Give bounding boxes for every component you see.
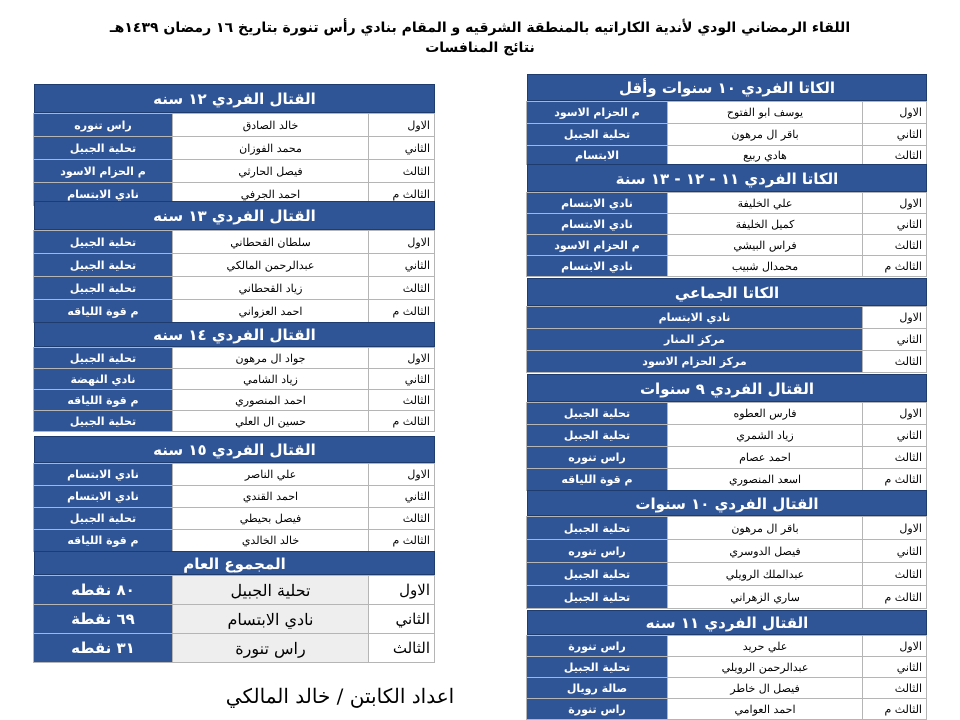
club-cell: م قوة اللياقه	[527, 469, 668, 491]
overall-standings-section	[34, 551, 435, 663]
name-cell: فارس العطوه	[668, 403, 863, 425]
rank-cell: الثاني	[863, 540, 927, 563]
rank-cell: الثاني	[369, 137, 435, 160]
rank-cell: الثاني	[863, 214, 927, 235]
results-table	[526, 635, 927, 720]
table-row	[34, 605, 435, 634]
rank-cell: الاول	[863, 193, 927, 214]
name-cell: احمد العزواني	[173, 300, 369, 323]
results-table	[526, 516, 927, 609]
table-row	[527, 469, 927, 491]
name-cell: عبدالرحمن المالكي	[173, 254, 369, 277]
rank-cell: الاول	[369, 464, 435, 486]
name-cell: خالد الصادق	[173, 114, 369, 137]
club-cell: تحلية الجبيل	[34, 137, 173, 160]
rank-cell: الثالث	[863, 235, 927, 256]
rank-cell: الثالث	[369, 277, 435, 300]
rank-cell: الاول	[863, 517, 927, 540]
rank-cell: الثالث	[369, 634, 435, 663]
club-cell: تحلية الجبيل	[34, 508, 173, 530]
section-header: القتال الفردي ١٢ سنه	[34, 84, 435, 113]
club-cell: تحلية الجبيل	[527, 517, 668, 540]
name-cell: زياد الشمري	[668, 425, 863, 447]
club-cell: م قوة اللياقه	[34, 300, 173, 323]
table-row	[34, 486, 435, 508]
name-cell: ساري الزهراني	[668, 586, 863, 609]
club-cell: نادي الابتسام	[527, 193, 668, 214]
rank-cell: الاول	[369, 348, 435, 369]
name-cell: احمد المنصوري	[173, 390, 369, 411]
name-cell: احمد عصام	[668, 447, 863, 469]
rank-cell: الثالث م	[369, 411, 435, 432]
table-row	[34, 576, 435, 605]
rank-cell: الاول	[369, 114, 435, 137]
rank-cell: الثالث	[863, 146, 927, 165]
name-cell: باقر ال مرهون	[668, 124, 863, 146]
name-cell: احمد العوامي	[668, 699, 863, 720]
name-cell: فيصل ال خاطر	[668, 678, 863, 699]
kumite-14-section	[34, 322, 435, 432]
club-cell: م الحزام الاسود	[34, 160, 173, 183]
rank-cell: الثالث م	[369, 530, 435, 552]
prepared-by-credit: اعداد الكابتن / خالد المالكي	[225, 684, 455, 708]
club-cell: نادي الابتسام	[34, 486, 173, 508]
table-row	[527, 657, 927, 678]
club-cell: مركز المنار	[527, 329, 863, 351]
table-row	[34, 114, 435, 137]
section-header: القتال الفردي ١٣ سنه	[34, 201, 435, 230]
section-header: القتال الفردي ١٥ سنه	[34, 436, 435, 463]
results-table	[33, 463, 435, 552]
rank-cell: الثالث	[369, 160, 435, 183]
club-cell: نادي الابتسام	[527, 307, 863, 329]
table-row	[34, 160, 435, 183]
name-cell: حسين ال العلي	[173, 411, 369, 432]
table-row	[527, 235, 927, 256]
rank-cell: الثالث م	[863, 469, 927, 491]
kumite-10-section	[527, 490, 927, 609]
rank-cell: الثالث	[369, 390, 435, 411]
name-cell: سلطان القحطاني	[173, 231, 369, 254]
table-row	[527, 307, 927, 329]
table-row	[34, 369, 435, 390]
club-cell: مركز الحزام الاسود	[527, 351, 863, 373]
rank-cell: الثالث	[863, 351, 927, 373]
club-cell: راس تنوره	[34, 114, 173, 137]
table-row	[527, 256, 927, 277]
club-cell: تحلية الجبيل	[527, 124, 668, 146]
table-row	[34, 411, 435, 432]
table-row	[527, 586, 927, 609]
club-cell: راس تنورة	[527, 636, 668, 657]
name-cell: اسعد المنصوري	[668, 469, 863, 491]
club-cell: راس تنورة	[527, 699, 668, 720]
section-header: الكاتا الفردي ١١ - ١٢ - ١٣ سنة	[527, 164, 927, 192]
results-table	[526, 402, 927, 491]
table-row	[34, 300, 435, 323]
table-row	[34, 348, 435, 369]
results-table	[33, 347, 435, 432]
section-header: القتال الفردي ١١ سنه	[527, 610, 927, 635]
table-row	[34, 464, 435, 486]
table-row	[527, 403, 927, 425]
kumite-11-section	[527, 610, 927, 720]
rank-cell: الاول	[863, 403, 927, 425]
rank-cell: الثالث	[863, 678, 927, 699]
club-cell: تحلية الجبيل	[527, 425, 668, 447]
rank-cell: الثالث م	[369, 300, 435, 323]
club-cell: تحلية الجبيل	[34, 254, 173, 277]
results-table	[33, 113, 435, 206]
table-row	[527, 678, 927, 699]
kata-10-and-under-section	[527, 74, 927, 165]
kumite-12-section	[34, 84, 435, 206]
points-cell: ٣١ نقطه	[34, 634, 173, 663]
name-cell: محمد الفوزان	[173, 137, 369, 160]
kata-11-13-section	[527, 164, 927, 277]
table-row	[527, 636, 927, 657]
table-row	[527, 102, 927, 124]
table-row	[34, 390, 435, 411]
club-cell: م الحزام الاسود	[527, 102, 668, 124]
table-row	[527, 214, 927, 235]
table-row	[34, 254, 435, 277]
table-row	[34, 137, 435, 160]
rank-cell: الثالث م	[863, 699, 927, 720]
name-cell: عبدالملك الرويلي	[668, 563, 863, 586]
club-cell: تحلية الجبيل	[34, 348, 173, 369]
table-row	[527, 447, 927, 469]
club-cell: نادي النهضة	[34, 369, 173, 390]
name-cell: علي حريد	[668, 636, 863, 657]
club-cell: تحلية الجبيل	[527, 586, 668, 609]
rank-cell: الثالث م	[863, 586, 927, 609]
name-cell: فيصل بحيطي	[173, 508, 369, 530]
club-cell: نادي الابتسام	[527, 214, 668, 235]
rank-cell: الثاني	[863, 657, 927, 678]
club-cell: تحلية الجبيل	[527, 563, 668, 586]
document-title	[0, 18, 960, 58]
table-row	[527, 146, 927, 165]
table-row	[527, 517, 927, 540]
rank-cell: الاول	[863, 307, 927, 329]
name-cell: كميل الخليفة	[668, 214, 863, 235]
table-row	[34, 634, 435, 663]
table-row	[34, 508, 435, 530]
club-cell: نادي الابتسام	[34, 464, 173, 486]
name-cell: احمد الجرفي	[173, 183, 369, 206]
club-cell: نادي الابتسام	[34, 183, 173, 206]
section-header: الكاتا الفردي ١٠ سنوات وأقل	[527, 74, 927, 101]
name-cell: عبدالرحمن الرويلي	[668, 657, 863, 678]
results-table	[526, 306, 927, 373]
club-cell: صالة رويال	[527, 678, 668, 699]
club-name-cell: تحلية الجبيل	[173, 576, 369, 605]
table-row	[34, 231, 435, 254]
rank-cell: الثاني	[369, 486, 435, 508]
table-row	[527, 329, 927, 351]
section-header: القتال الفردي ٩ سنوات	[527, 374, 927, 402]
name-cell: هادي ربيع	[668, 146, 863, 165]
rank-cell: الثالث	[863, 447, 927, 469]
club-cell: م قوة اللياقه	[34, 390, 173, 411]
kumite-13-section	[34, 201, 435, 323]
table-row	[527, 193, 927, 214]
table-row	[527, 540, 927, 563]
club-cell: تحلية الجبيل	[34, 277, 173, 300]
club-cell: تحلية الجبيل	[527, 403, 668, 425]
club-name-cell: راس تنورة	[173, 634, 369, 663]
rank-cell: الثاني	[863, 124, 927, 146]
club-name-cell: نادي الابتسام	[173, 605, 369, 634]
club-cell: نادي الابتسام	[527, 256, 668, 277]
section-header: القتال الفردي ١٤ سنه	[34, 322, 435, 347]
name-cell: فيصل الدوسري	[668, 540, 863, 563]
name-cell: زياد القحطاني	[173, 277, 369, 300]
team-kata-section	[527, 278, 927, 373]
results-table	[526, 101, 927, 165]
section-header: الكاتا الجماعي	[527, 278, 927, 306]
rank-cell: الاول	[863, 102, 927, 124]
rank-cell: الاول	[863, 636, 927, 657]
section-header: القتال الفردي ١٠ سنوات	[527, 490, 927, 516]
club-cell: راس تنوره	[527, 447, 668, 469]
table-row	[34, 530, 435, 552]
name-cell: فيصل الحارثي	[173, 160, 369, 183]
section-header: المجموع العام	[34, 551, 435, 575]
points-cell: ٦٩ نقطة	[34, 605, 173, 634]
rank-cell: الثالث	[369, 508, 435, 530]
table-row	[527, 351, 927, 373]
title-line-1: اللقاء الرمضاني الودي لأندية الكاراتيه بالمنطقة الشرقيه و المقام بنادي رأس تنورة بتاريخ ١٦ رمضان ١٤٣٩هـ	[109, 20, 851, 36]
name-cell: فراس البيشي	[668, 235, 863, 256]
name-cell: محمدال شبيب	[668, 256, 863, 277]
name-cell: احمد القندي	[173, 486, 369, 508]
club-cell: الابتسام	[527, 146, 668, 165]
rank-cell: الاول	[369, 231, 435, 254]
results-table	[526, 192, 927, 277]
rank-cell: الثاني	[369, 369, 435, 390]
rank-cell: الاول	[369, 576, 435, 605]
table-row	[527, 425, 927, 447]
kumite-9-section	[527, 374, 927, 491]
title-line-2: نتائج المنافسات	[425, 40, 535, 56]
name-cell: خالد الخالدي	[173, 530, 369, 552]
table-row	[527, 124, 927, 146]
points-cell: ٨٠ نقطه	[34, 576, 173, 605]
table-row	[527, 699, 927, 720]
standings-table	[33, 575, 435, 663]
name-cell: جواد ال مرهون	[173, 348, 369, 369]
name-cell: علي الناصر	[173, 464, 369, 486]
rank-cell: الثاني	[369, 254, 435, 277]
club-cell: م الحزام الاسود	[527, 235, 668, 256]
club-cell: م قوة اللياقه	[34, 530, 173, 552]
kumite-15-section	[34, 436, 435, 552]
rank-cell: الثالث م	[863, 256, 927, 277]
rank-cell: الثاني	[369, 605, 435, 634]
rank-cell: الثالث م	[369, 183, 435, 206]
club-cell: راس تنوره	[527, 540, 668, 563]
name-cell: زياد الشامي	[173, 369, 369, 390]
club-cell: تحلية الجبيل	[527, 657, 668, 678]
name-cell: علي الخليفة	[668, 193, 863, 214]
name-cell: يوسف ابو الفتوح	[668, 102, 863, 124]
results-table	[33, 230, 435, 323]
rank-cell: الثالث	[863, 563, 927, 586]
rank-cell: الثاني	[863, 425, 927, 447]
table-row	[527, 563, 927, 586]
club-cell: تحلية الجبيل	[34, 231, 173, 254]
rank-cell: الثاني	[863, 329, 927, 351]
name-cell: باقر ال مرهون	[668, 517, 863, 540]
table-row	[34, 277, 435, 300]
club-cell: تحلية الجبيل	[34, 411, 173, 432]
